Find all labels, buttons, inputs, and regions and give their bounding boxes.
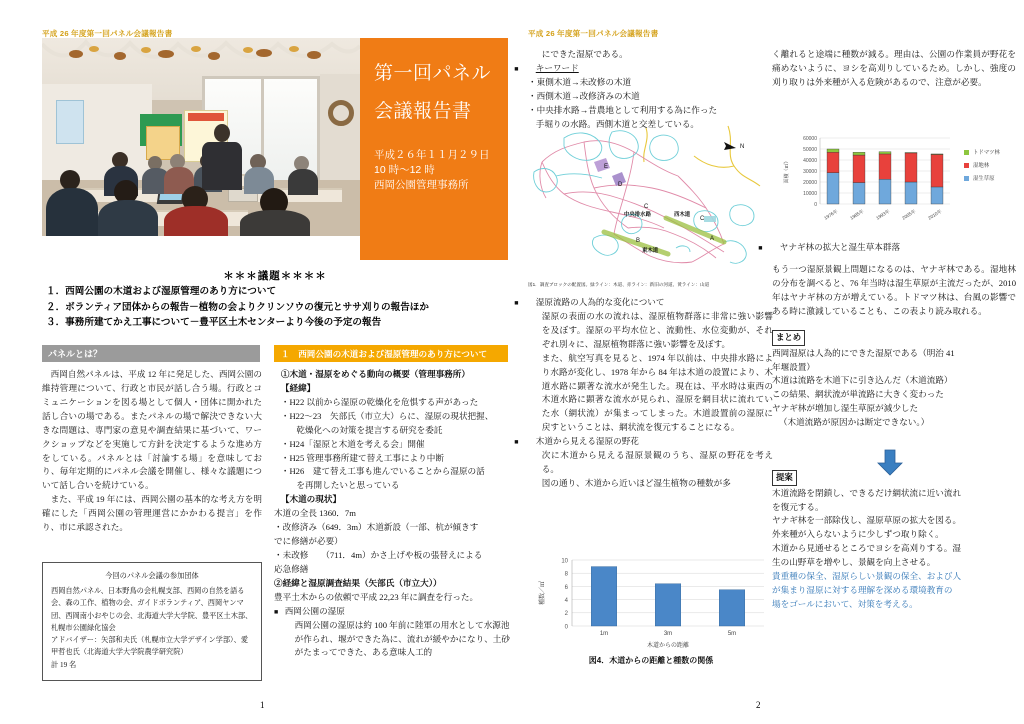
mowing-para: く離れると途端に種数が減る。理由は、公園の作業員が野花を痛めないように、ヨシを高刈りしているため。しかし、強度の刈り取りは外来種が入る危険があるので、注意が必要。 [772, 49, 1016, 87]
svg-text:1993年: 1993年 [875, 208, 891, 221]
svg-text:木道からの距離: 木道からの距離 [646, 643, 690, 649]
keyword-item-2: ・西側木道→改修済みの木道 [528, 90, 640, 101]
square-bullet-icon: ■ [758, 243, 763, 252]
svg-text:B: B [636, 238, 641, 244]
summary-line-6: （木道流路が原因かは断定できない。） [778, 417, 930, 428]
section1-sub2-title: ②経緯と湿原調査結果（矢部氏（市立大）） [274, 577, 442, 588]
panel-intro-para-1: 西岡自然パネルは、平成 12 年に発足した、西岡公園の維持管理について、行政と市民が話し合う場。行政とコミュニケーションを図る場として個人・団体に開かれた話し合いの場である。またパネルの場で解決できない大きな問題は、専門家の意見や調査結果に基づいて、ワークショップなどを実施して方針を決定するような進め方をしている。パネルとは「討論する場」を意味しており、毎年定期的にパネル会議を開催し、様々な議題について話し合いを続けている。 [42, 369, 262, 491]
proposal-line-4: 外来種が入らないように少しずつ取り除く。 [772, 529, 944, 540]
proposal-goal-line-3: 場をゴールにおいて、対策を考える。 [772, 598, 918, 609]
participant-total: 計 19 名 [51, 660, 77, 669]
willow-para: もう一つ湿原景観上問題になるのは、ヤナギ林である。湿地林の分布を調べると、76 年当時は湿生草原が主流だったが、2010 年はヤナギ林の方が増えている。トドマツ林は、台風の影響である時に激減していることも、この表より読み取れる。 [772, 264, 1016, 316]
svg-text:40000: 40000 [803, 158, 817, 164]
section1-keireki-label: 【経緯】 [280, 382, 316, 393]
hydrology-para-2: また、航空写真を見ると、1974 年以前は、中央排水路により水路が変化し、1978 年から 84 年は木道の設置により、木道水路に顕著な流水が発生した。現在は、平水時は東西の木道水路に顕著な流水が見られ、湿原を網目状に流れていた水（網状流）が集まってしまった。木道設置前の湿原に戻すということは、網状流を復元することになる。 [541, 352, 773, 433]
keireki-item-5: ・H25 管理事務所建て替え工事により中断 [280, 452, 444, 463]
agenda-list [46, 284, 512, 331]
report-date: 平成２６年１１月２９日 [374, 148, 490, 161]
svg-text:東木道: 東木道 [642, 248, 659, 254]
svg-text:中央排水路: 中央排水路 [624, 212, 651, 218]
proposal-line-5: 木道から見通せるところでヨシを高刈りする。湿 [772, 543, 961, 554]
participant-orgs: 西岡自然パネル、日本野鳥の会札幌支部、西岡の自然を語る会、森の工作、植物の会、ガイドボランティア、西岡ヤンマ団、西岡南小おやじの会、北海道大学大学院、豊平区土木部、札幌市公園緑化協会 [51, 587, 253, 632]
svg-text:湿生草原: 湿生草原 [973, 176, 995, 182]
page2-column-a-mid [514, 296, 773, 491]
svg-text:2005年: 2005年 [901, 208, 917, 221]
report-place: 西岡公園管理事務所 [374, 178, 469, 191]
svg-text:面積（㎡）: 面積（㎡） [784, 158, 790, 184]
svg-text:1985年: 1985年 [849, 208, 865, 221]
keireki-item-2: ・H22～23 矢部氏（市立大）らに、湿原の現状把握、 [280, 410, 494, 421]
section1-bar: １ 西岡公園の木道および湿原管理のあり方について [274, 345, 508, 362]
willow-bullet: ■ ヤナギ林の拡大と湿生草本群落 [772, 241, 1016, 255]
section1-body [274, 368, 512, 660]
agenda-item-2: ２．ボランティア団体からの報告－植物の会よりクリンソウの復元とササ刈りの報告ほか [46, 301, 429, 313]
proposal-goal-line-2: が集まり湿原に対する理解を深める環境教育の [772, 585, 953, 596]
wildflower-para-1: 次に木道から見える湿原景観のうち、湿原の野花を考える。 [541, 450, 773, 475]
svg-text:0: 0 [814, 202, 817, 208]
keyword-bullet: ■ キーワード [528, 62, 773, 76]
summary-line-4: この結果、網状流が単流路に大きく変わった [772, 389, 944, 400]
svg-text:10000: 10000 [803, 191, 817, 197]
running-head-page1: 平成 26 年度第一回パネル会議報告書 [42, 29, 173, 38]
square-bullet-icon: ■ [514, 438, 519, 447]
section1-sub2-body: 西岡公園の湿原は約 100 年前に陸軍の用水として水源池が作られ、堰ができた為に、流れが緩やかになり、土砂がたまってできた、ある意味人工的 [294, 619, 510, 658]
report-title-panel [360, 38, 508, 260]
keyword-item-1: ・東側木道→未改修の木道 [528, 76, 632, 87]
participant-box-title: 今回のパネル会議の参加団体 [105, 572, 199, 580]
svg-text:西木道: 西木道 [674, 212, 691, 218]
hydrology-bullet: ■ 湿原流路の人為的な変化について [528, 296, 773, 310]
summary-section [772, 330, 1016, 430]
genjou-item-2: ・改修済み（649．3m）木道新設（一部、杭が傾きす [274, 522, 479, 533]
section1-sub2-lead: 豊平土木からの依頼で平成 22,23 年に調査を行った。 [274, 591, 479, 602]
page2-column-b-mid [758, 232, 1016, 327]
svg-text:1976年: 1976年 [823, 208, 839, 221]
page-number-1: 1 [260, 700, 265, 710]
report-title-line1: 第一回パネル [374, 63, 492, 84]
section1-genjou-label: 【木道の現状】 [280, 494, 342, 505]
svg-text:8: 8 [564, 571, 568, 578]
keireki-item-6: ・H26 建て替え工事も進んでいることから湿原の話 [280, 466, 485, 477]
survey-block-map-figure [528, 120, 772, 280]
svg-text:20000: 20000 [803, 180, 817, 186]
svg-text:1m: 1m [599, 631, 609, 637]
wildflower-para-2: 図の通り、木道から近いほど湿生植物の種数が多 [541, 477, 731, 488]
svg-text:トドマツ林: トドマツ林 [973, 150, 1000, 156]
keireki-item-4: ・H24「湿原と木道を考える会」開催 [280, 438, 425, 449]
svg-text:5m: 5m [727, 631, 737, 637]
figure4-caption: 図4．木道からの距離と種数の関係 [588, 656, 714, 665]
species-distance-chart [532, 552, 770, 652]
svg-text:E: E [604, 164, 609, 170]
page2-column-b-top [772, 48, 1016, 90]
svg-text:3m: 3m [663, 631, 673, 637]
svg-text:10: 10 [561, 558, 568, 565]
genjou-item-5: 応急修繕 [274, 563, 309, 574]
summary-line-1: 西岡湿原は人為的にできた湿原である（明治 41 [772, 347, 955, 358]
wildflower-bullet: ■ 木道から見える湿原の野花 [528, 435, 773, 449]
proposal-goal-line-1: 貴重種の保全、湿原らしい景観の保全、および人 [772, 571, 962, 582]
svg-text:4: 4 [564, 598, 568, 604]
page2-column-a-top [514, 48, 773, 132]
page-number-2: 2 [756, 700, 761, 710]
panel-intro-bar: パネルとは？ [42, 345, 260, 362]
proposal-label: 提案 [772, 470, 797, 486]
participant-organizations-box [42, 562, 262, 681]
page-1 [16, 0, 508, 724]
keireki-item-1: ・H22 以前から湿原の乾燥化を危惧する声があった [280, 396, 479, 407]
summary-line-5: ヤナギ林が増加し湿生草原が減少した [772, 403, 919, 414]
keyword-item-3: ・中央排水路→昔農地として利用する為に作った [528, 104, 718, 115]
svg-text:A: A [710, 236, 715, 242]
summary-label: まとめ [772, 330, 805, 346]
svg-text:2010年: 2010年 [927, 208, 943, 221]
participant-advisors: アドバイザー：矢部和夫氏（札幌市立大学デザイン学部）、愛甲哲也氏（北海道大学大学院農学研究院） [51, 636, 249, 657]
svg-text:6: 6 [564, 584, 568, 591]
svg-text:N: N [740, 144, 745, 150]
agenda-item-1: １．西岡公園の木道および湿原管理のあり方について [46, 286, 277, 297]
proposal-section [772, 470, 1016, 612]
svg-text:C: C [644, 204, 649, 210]
proposal-line-1: 木道流路を閉鎖し、できるだけ網状流に近い流れ [772, 487, 962, 498]
svg-text:D: D [618, 182, 623, 188]
square-bullet-icon: ■ [274, 607, 279, 616]
genjou-item-3: でに修繕が必要） [274, 536, 343, 547]
square-bullet-icon: ■ [514, 299, 519, 307]
genjou-item-4: ・未改修 （711．4m）かさ上げや板の張替えによる [274, 549, 483, 560]
keyword-item-4: 手堀りの水路。西側木道と交差している。 [535, 118, 700, 129]
svg-text:60000: 60000 [803, 136, 817, 142]
svg-text:30000: 30000 [803, 169, 817, 175]
keireki-item-3: 乾燥化への対策を提言する研究を委託 [296, 424, 443, 435]
figure1-caption: 図1．調査ブロックの配置図。緑ライン：木道、赤ライン：新旧の河道、黄ライン：山道 [528, 282, 710, 287]
panel-intro-body [42, 368, 262, 535]
svg-text:湿地林: 湿地林 [973, 163, 990, 169]
proposal-line-2: を復元する。 [772, 501, 824, 512]
report-title-line2: 会議報告書 [374, 100, 472, 122]
genjou-item-1: 木道の全長 1360．7m [274, 508, 356, 519]
report-time: 10 時～12 時 [374, 163, 435, 176]
proposal-line-3: ヤナギ林を一部除伐し、湿原草原の拡大を図る。 [772, 515, 962, 526]
panel-intro-para-2: また、平成 19 年には、西岡公園の基本的な考え方を明確にした「西岡公園の管理運営にかかわる提言」を作り、市に承認された。 [42, 494, 262, 533]
svg-text:2: 2 [564, 611, 568, 618]
svg-text:C: C [700, 216, 705, 222]
svg-text:50000: 50000 [803, 147, 817, 153]
vegetation-area-stacked-chart [774, 130, 1018, 230]
page-2 [516, 0, 1024, 724]
summary-line-3: 木道は流路を木道下に引き込んだ（木道流路） [772, 375, 953, 386]
section1-sub1-title: ①木道・湿原をめぐる動向の概要（管理事務所） [280, 369, 470, 379]
agenda-item-3: ３．事務所建てかえ工事について－豊平区土木センターより今後の予定の報告 [46, 317, 382, 329]
section1-sub2-bullet: ■ 西岡公園の湿原 [274, 605, 345, 616]
panel-meeting-photo [42, 38, 360, 236]
proposal-line-6: 生の山野草を増やし、景観を向上させる。 [772, 557, 936, 568]
running-head-page2: 平成 26 年度第一回パネル会議報告書 [528, 29, 659, 38]
hydrology-para-1: 湿原の表面の水の流れは、湿原植物群落に非常に強い影響を及ぼす。湿原の平均水位と、流動性、水位変動が、それぞれ別々に、湿原植物群落に強い影響を及ぼす。 [541, 310, 773, 349]
square-bullet-icon: ■ [514, 64, 519, 73]
continuation-text: にできた湿原である。 [541, 49, 628, 59]
summary-line-2: 年堰設置） [772, 361, 815, 372]
keireki-item-7: を再開したいと思っている [296, 480, 400, 491]
svg-text:0: 0 [564, 624, 568, 631]
agenda-heading: ＊＊＊議題＊＊＊＊ [223, 270, 327, 282]
svg-text:種数／㎡: 種数／㎡ [540, 580, 546, 606]
